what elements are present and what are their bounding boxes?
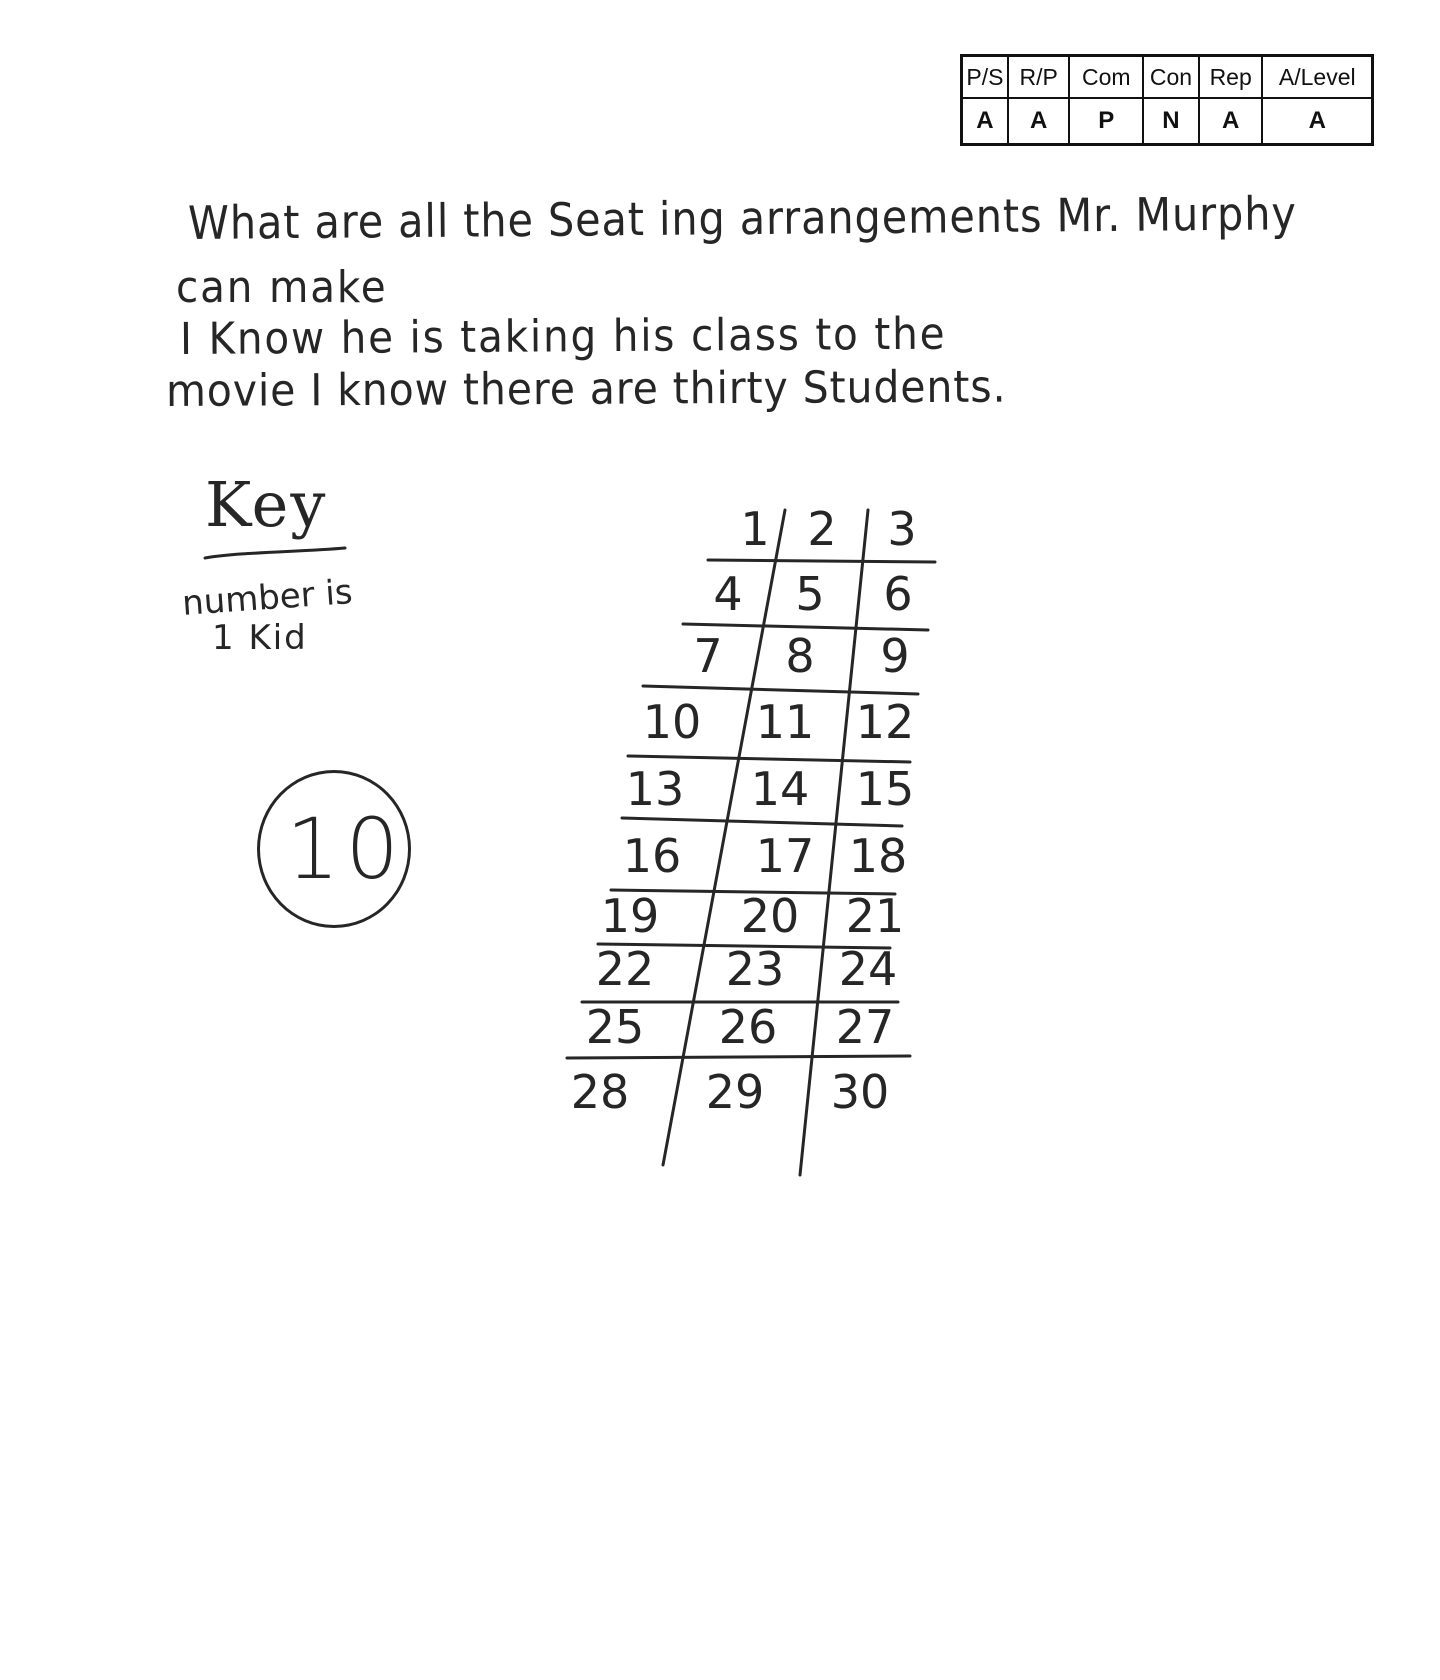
- seat-number: 19: [600, 889, 660, 943]
- rubric-header-alevel: A/Level: [1262, 56, 1372, 99]
- rubric-score-com: P: [1069, 98, 1143, 145]
- seat-number: 8: [785, 629, 815, 683]
- seat-number: 7: [693, 629, 723, 683]
- rubric-score-con: N: [1143, 98, 1199, 145]
- seat-number: 26: [718, 1000, 778, 1054]
- rubric-score-rp: A: [1008, 98, 1070, 145]
- rubric-header-com: Com: [1069, 56, 1143, 99]
- seat-number: 13: [625, 762, 685, 816]
- work-line-4: movie I know there are thirty Students.: [165, 361, 1007, 417]
- seat-number: 18: [848, 829, 908, 883]
- key-definition-line-2: 1 Kid: [212, 618, 308, 658]
- rubric-score-rep: A: [1199, 98, 1263, 145]
- grid-row-line: [622, 818, 902, 826]
- work-line-2: can make: [176, 262, 388, 313]
- seat-number: 15: [855, 762, 915, 816]
- key-definition-line-1: number is: [180, 572, 354, 624]
- seat-number: 4: [713, 567, 743, 621]
- rubric-header-con: Con: [1143, 56, 1199, 99]
- grid-row-line: [567, 1056, 910, 1058]
- answer-value: 10: [286, 800, 405, 898]
- seat-number: 14: [750, 762, 810, 816]
- seat-number: 11: [755, 695, 815, 749]
- rubric-header-rp: R/P: [1008, 56, 1070, 99]
- seat-number: 28: [570, 1065, 630, 1119]
- seat-number: 25: [585, 1000, 645, 1054]
- seat-number: 21: [845, 889, 905, 943]
- key-title: Key: [205, 468, 328, 541]
- rubric-score-alevel: A: [1262, 98, 1372, 145]
- rubric-header-rep: Rep: [1199, 56, 1263, 99]
- seat-number: 12: [855, 695, 915, 749]
- seat-number: 20: [740, 889, 800, 943]
- work-line-1: What are all the Seat ing arrangements Mr. Murphy: [187, 186, 1297, 250]
- seat-number: 10: [642, 695, 702, 749]
- work-line-3: I Know he is taking his class to the: [179, 308, 947, 365]
- seat-number: 24: [838, 942, 898, 996]
- seat-number: 9: [880, 629, 910, 683]
- seat-number: 5: [795, 567, 825, 621]
- seat-number: 23: [725, 942, 785, 996]
- seat-number: 3: [887, 502, 917, 556]
- seat-number: 17: [755, 829, 815, 883]
- seat-number: 29: [705, 1065, 765, 1119]
- rubric-header-ps: P/S: [962, 56, 1008, 99]
- seat-number: 16: [622, 829, 682, 883]
- seat-number: 22: [595, 942, 655, 996]
- seat-number: 27: [835, 1000, 895, 1054]
- rubric-score-ps: A: [962, 98, 1008, 145]
- seat-number: 1: [740, 502, 770, 556]
- grid-row-line: [708, 560, 935, 562]
- grid-row-line: [643, 686, 918, 694]
- seat-number: 6: [883, 567, 913, 621]
- seat-number: 2: [807, 502, 837, 556]
- seat-number: 30: [830, 1065, 890, 1119]
